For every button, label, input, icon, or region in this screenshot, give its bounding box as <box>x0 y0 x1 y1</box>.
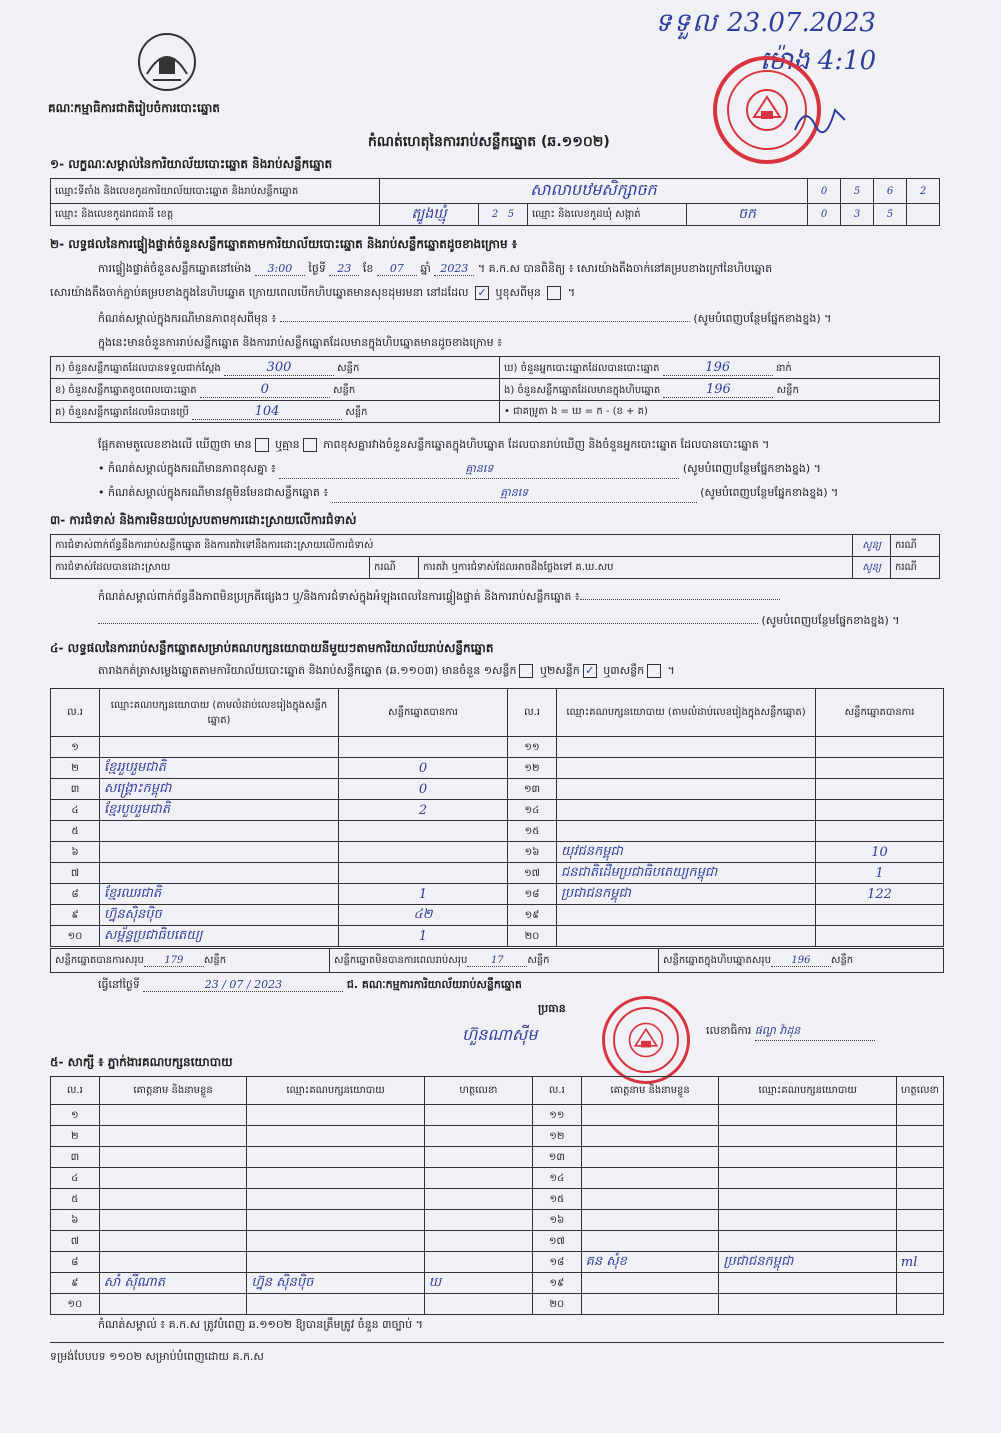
s1-row1-value: សាលាបឋមសិក្សាចក <box>380 179 808 204</box>
party-name <box>719 1273 896 1294</box>
party-name: ហ្វ៊ុនស៊ិនប៉ិច <box>100 905 339 926</box>
table-row <box>51 1105 944 1126</box>
row-no: ១៩ <box>532 1273 581 1294</box>
party-name <box>100 842 339 863</box>
col-name: គោត្តនាម និងនាមខ្លួន <box>99 1077 247 1105</box>
witness-name <box>581 1189 719 1210</box>
col-sign: ហត្ថលេខា <box>424 1077 532 1105</box>
s1-row2-value2: ចក <box>687 204 808 226</box>
witness-name <box>99 1294 247 1315</box>
signature <box>896 1210 943 1231</box>
row-no: ១២ <box>508 758 557 779</box>
party-name <box>719 1126 896 1147</box>
s3-r1-value: សូន្យ <box>853 535 891 557</box>
s1-digit: 5 <box>874 204 907 226</box>
s2-para3: ក្នុងនេះមានចំនួនការរាប់សន្លឹកឆ្នោត និងការរាប់សន្លឹកឆ្នោតដែលមានក្នុងហិបឆ្នោតមានដូចខាងក្រោម ៖ <box>98 336 502 349</box>
row-no: ៤ <box>51 1168 100 1189</box>
row-no: ១ <box>51 737 100 758</box>
s3-r2b-label: ការតវ៉ា ឬការជំទាស់ដែលអាចដឹងថ្លែងទៅ គ.ឃ.សប <box>419 557 853 579</box>
vote-count <box>816 758 944 779</box>
count-ko: គ) ចំនួនសន្លឹកឆ្នោតដែលមិនបានប្រើ 104 សន្លឹក <box>51 401 500 423</box>
row-no: ១៧ <box>508 863 557 884</box>
section2-heading: ២- លទ្ធផលនៃការផ្ទៀងផ្ទាត់ចំនួនសន្លឹកឆ្នោតតាមការិយាល័យបោះឆ្នោត និងរាប់សន្លឹកឆ្នោតដូចខាងក្រោម ៖ <box>50 237 518 251</box>
vote-count <box>339 863 508 884</box>
row-no: ៥ <box>51 1189 100 1210</box>
row-no: ៤ <box>51 800 100 821</box>
org-name: គណៈកម្មាធិការជាតិរៀបចំការបោះឆ្នោត <box>48 101 220 115</box>
row-no: ៩ <box>51 1273 100 1294</box>
votes-table <box>50 688 944 947</box>
total-ballots: សន្លឹកឆ្នោតក្នុងហិបឆ្នោតសរុប 196 សន្លឹក <box>659 949 944 973</box>
chair-signature: ហ៊ួនណាស៊ីម <box>462 1025 538 1044</box>
signature-mark-top <box>790 100 850 140</box>
signature <box>896 1189 943 1210</box>
party-name <box>247 1168 424 1189</box>
row-no: ៣ <box>51 779 100 800</box>
receipt-time-wrap: ម៉ោង 4:10 <box>760 46 877 76</box>
party-name <box>557 758 816 779</box>
vote-count <box>339 821 508 842</box>
witness-name <box>581 1294 719 1315</box>
row-no: ១២ <box>532 1126 581 1147</box>
party-name <box>557 821 816 842</box>
party-name <box>100 821 339 842</box>
table-row <box>51 1168 944 1189</box>
col-sign: ហត្ថលេខា <box>896 1077 943 1105</box>
form-footer: ទម្រង់បែបបទ ១១០២ សម្រាប់បំពេញដោយ គ.ក.ស <box>50 1350 264 1363</box>
row-no: ៧ <box>51 863 100 884</box>
seal-emblem-icon <box>627 1021 665 1059</box>
vote-count: 0 <box>339 779 508 800</box>
s3-case: ករណី <box>891 557 940 579</box>
table-row <box>51 737 944 758</box>
has-diff-checkbox[interactable] <box>255 438 269 452</box>
witness-name <box>99 1210 247 1231</box>
witness-name <box>99 1252 247 1273</box>
section5-heading: ៥- សាក្សី ៖ ភ្នាក់ងារគណបក្សនយោបាយ <box>50 1055 233 1069</box>
s2-note: កំណត់សម្គាល់ក្នុងករណីមានភាពខុសពីមុន ៖ (សូមបំពេញបន្ថែមផ្នែកខាងខ្នង) ។ <box>98 312 832 325</box>
count-formula: • ជាគម្រូតា ង = ឃ = ក - (ខ + គ) <box>500 401 940 423</box>
signature <box>424 1210 532 1231</box>
row-no: ១១ <box>532 1105 581 1126</box>
row-no: ១៧ <box>532 1231 581 1252</box>
signature <box>424 1189 532 1210</box>
signature <box>424 1168 532 1189</box>
party-name <box>100 737 339 758</box>
signature <box>896 1294 943 1315</box>
signature <box>896 1147 943 1168</box>
s1-row2-label2: ឈ្មោះ និងលេខកូដឃុំ សង្កាត់ <box>528 204 687 226</box>
s1-row1-label: ឈ្មោះទីតាំង និងលេខកូដការិយាល័យបោះឆ្នោត និងរាប់សន្លឹកឆ្នោត <box>51 179 380 204</box>
col-no: ល.រ <box>51 689 100 737</box>
s3-case: ករណី <box>891 535 940 557</box>
row-no: ១០ <box>51 926 100 947</box>
one-sheet-checkbox[interactable] <box>519 664 533 678</box>
witness-name <box>99 1147 247 1168</box>
changed-checkbox[interactable] <box>547 286 561 300</box>
vote-count: 0 <box>339 758 508 779</box>
s2-bullet2: • កំណត់សម្គាល់ក្នុងករណីមានវត្ថុមិនមែនជាសន្លឹកឆ្នោត ៖ គ្មានទេ (សូមបំពេញបន្ថែមផ្នែកខាងខ្នង) ។ <box>98 486 946 503</box>
vote-count: 10 <box>816 842 944 863</box>
party-name <box>719 1168 896 1189</box>
row-no: ១០ <box>51 1294 100 1315</box>
signature <box>896 1126 943 1147</box>
row-no: ១៨ <box>508 884 557 905</box>
table-row <box>51 800 944 821</box>
chair-label: ប្រធាន <box>538 1002 566 1015</box>
party-name: ប្រជាជនកម្ពុជា <box>719 1252 896 1273</box>
s2-counts-table <box>50 356 940 423</box>
row-no: ៥ <box>51 821 100 842</box>
vote-count <box>816 821 944 842</box>
witness-name <box>581 1105 719 1126</box>
signature <box>424 1147 532 1168</box>
row-no: ៦ <box>51 842 100 863</box>
s2-month: 07 <box>377 262 417 276</box>
vote-count <box>339 737 508 758</box>
col-party: ឈ្មោះគណបក្សនយោបាយ (តាមលំដាប់លេខរៀងក្នុងសន្លឹកឆ្នោត) <box>557 689 816 737</box>
s2-para4: ផ្អែកតាមតួលេខខាងលើ ឃើញថា មាន ឬគ្មាន ភាពខុសគ្នារវាងចំនួនសន្លឹកឆ្នោតក្នុងហិបឆ្នោត ដែលបានរាប់ឃើញ និងចំនួនអ្នកបោះឆ្នោត ដែលបានបោះឆ្នោត ។ <box>98 438 770 451</box>
party-name: សម្ព័ន្ធប្រជាធិបតេយ្យ <box>100 926 339 947</box>
s1-row2-label: ឈ្មោះ និងលេខកូដរាជធានី ខេត្ត <box>51 204 380 226</box>
row-no: ១៣ <box>508 779 557 800</box>
vote-count: 1 <box>339 926 508 947</box>
vote-count: ៤២ <box>339 905 508 926</box>
witness-name <box>581 1126 719 1147</box>
witness-name <box>99 1231 247 1252</box>
row-no: ៩ <box>51 905 100 926</box>
party-name <box>557 800 816 821</box>
witness-name <box>99 1105 247 1126</box>
s2-para1: ការផ្ទៀងផ្ទាត់ចំនួនសន្លឹកឆ្នោតនៅម៉ោង 3:00 ថ្ងៃទី 23 ខែ 07 ឆ្នាំ 2023 ។ គ.ក.ស បានពិនិត្យ ៖ សោរយ៉ាងតឹងចាក់នៅគម្របខាងក្រៅនៃហិបឆ្នោត <box>98 262 773 275</box>
done-line: ធ្វើនៅថ្ងៃទី 23 / 07 / 2023 ជ. គណៈកម្មការការិយាល័យរាប់សន្លឹកឆ្នោត <box>98 978 522 991</box>
vote-count <box>816 905 944 926</box>
table-row <box>51 779 944 800</box>
row-no: ២ <box>51 1126 100 1147</box>
party-name: ប្រជាជនកម្ពុជា <box>557 884 816 905</box>
vote-count <box>816 800 944 821</box>
signature: ឃ <box>424 1273 532 1294</box>
col-votes: សន្លឹកឆ្នោតបានការ <box>339 689 508 737</box>
no-diff-checkbox[interactable] <box>303 438 317 452</box>
row-no: ១៦ <box>508 842 557 863</box>
signature <box>896 1105 943 1126</box>
col-party: ឈ្មោះគណបក្សនយោបាយ (តាមលំដាប់លេខរៀងក្នុងសន្លឹកឆ្នោត) <box>100 689 339 737</box>
witness-name: គន សុំខ <box>581 1252 719 1273</box>
table-row <box>51 758 944 779</box>
party-name <box>557 905 816 926</box>
receipt-date: 23.07.2023 <box>727 8 876 38</box>
witness-name <box>581 1168 719 1189</box>
vote-count <box>816 926 944 947</box>
vote-count <box>339 842 508 863</box>
s3-r2-value: សូន្យ <box>853 557 891 579</box>
s1-digit: 0 <box>808 204 841 226</box>
count-ka: ក) ចំនួនសន្លឹកឆ្នោតដែលបានទទួលជាក់ស្ដែង 300 សន្លឹក <box>51 357 500 379</box>
party-name <box>557 926 816 947</box>
party-name: ខ្មែរឈរជាតិ <box>100 884 339 905</box>
signature <box>896 1231 943 1252</box>
vote-count: 1 <box>339 884 508 905</box>
section3-heading: ៣- ការជំទាស់ និងការមិនយល់ស្របតាមការដោះស្រាយលើការជំទាស់ <box>50 513 357 527</box>
table-row <box>51 884 944 905</box>
table-row <box>51 1231 944 1252</box>
vote-count <box>816 737 944 758</box>
party-name <box>247 1294 424 1315</box>
s2-year: 2023 <box>434 262 474 276</box>
signature <box>896 1273 943 1294</box>
row-no: ១៩ <box>508 905 557 926</box>
receipt-time: 4:10 <box>817 46 877 76</box>
party-name <box>247 1231 424 1252</box>
table-row <box>51 1189 944 1210</box>
party-name <box>557 779 816 800</box>
col-name: គោត្តនាម និងនាមខ្លួន <box>581 1077 719 1105</box>
party-name <box>247 1210 424 1231</box>
signature <box>424 1126 532 1147</box>
col-votes: សន្លឹកឆ្នោតបានការ <box>816 689 944 737</box>
party-name <box>719 1231 896 1252</box>
vote-count: 2 <box>339 800 508 821</box>
table-row <box>51 1294 944 1315</box>
s3-r1-label: ការជំទាស់ពាក់ព័ន្ធនឹងការរាប់សន្លឹកឆ្នោត និងការតវ៉ាទៅនឹងការដោះស្រាយលើការជំទាស់ <box>51 535 853 557</box>
row-no: ១៨ <box>532 1252 581 1273</box>
row-no: ១៤ <box>508 800 557 821</box>
col-party: ឈ្មោះគណបក្សនយោបាយ <box>247 1077 424 1105</box>
party-name <box>247 1252 424 1273</box>
table-row <box>51 1273 944 1294</box>
s1-digit: 6 <box>874 179 907 204</box>
party-name: ជនជាតិដើមប្រជាធិបតេយ្យកម្ពុជា <box>557 863 816 884</box>
party-name: សង្គ្រោះកម្ពុជា <box>100 779 339 800</box>
table-row <box>51 842 944 863</box>
s1-digit: 3 <box>841 204 874 226</box>
table-row <box>51 1210 944 1231</box>
vote-count <box>816 779 944 800</box>
secretary-line: លេខាធិការ ផល្លា វ៉ាដុន <box>706 1024 875 1041</box>
table-row <box>51 926 944 947</box>
witness-name <box>99 1189 247 1210</box>
count-kho: ឃ) ចំនួនអ្នកបោះឆ្នោតដែលបានបោះឆ្នោត 196 នាក់ <box>500 357 940 379</box>
witness-name <box>581 1231 719 1252</box>
signature: ml <box>896 1252 943 1273</box>
table-row <box>51 1147 944 1168</box>
table-row <box>51 1252 944 1273</box>
witness-table <box>50 1076 944 1315</box>
footer-divider <box>50 1342 944 1343</box>
row-no: ១៥ <box>532 1189 581 1210</box>
party-name <box>719 1189 896 1210</box>
s3-note: កំណត់សម្គាល់ពាក់ព័ន្ធនឹងភាពមិនប្រក្រតីផ្សេងៗ ឬ/និងការជំទាស់ក្នុងអំឡុងពេលនៃការផ្ទៀងផ្ទាត់ និងការរាប់សន្លឹកឆ្នោត ៖ <box>98 590 946 606</box>
s3-r2-label: ការជំទាស់ដែលបានដោះស្រាយ <box>51 557 370 579</box>
count-ngo: ង) ចំនួនសន្លឹកឆ្នោតដែលមានក្នុងហិបឆ្នោត 196 សន្លឹក <box>500 379 940 401</box>
table-row <box>51 905 944 926</box>
witness-name <box>581 1273 719 1294</box>
party-name <box>247 1147 424 1168</box>
col-party: ឈ្មោះគណបក្សនយោបាយ <box>719 1077 896 1105</box>
s1-digit: 2 <box>491 209 499 220</box>
row-no: ៦ <box>51 1210 100 1231</box>
row-no: ២០ <box>532 1294 581 1315</box>
col-no: ល.រ <box>51 1077 100 1105</box>
s1-digit: 0 <box>808 179 841 204</box>
party-name <box>247 1126 424 1147</box>
s2-bullet1: • កំណត់សម្គាល់ក្នុងករណីមានភាពខុសគ្នា ៖ គ្មានទេ (សូមបំពេញបន្ថែមផ្នែកខាងខ្នង) ។ <box>98 462 946 479</box>
row-no: ២០ <box>508 926 557 947</box>
table-row <box>51 1126 944 1147</box>
two-sheet-checkbox[interactable]: ✓ <box>583 664 597 678</box>
s3-note-line2: (សូមបំពេញបន្ថែមផ្នែកខាងខ្នង) ។ <box>98 614 946 630</box>
row-no: ១៦ <box>532 1210 581 1231</box>
row-no: ១៥ <box>508 821 557 842</box>
row-no: ១១ <box>508 737 557 758</box>
table-row <box>51 863 944 884</box>
row-no: ៣ <box>51 1147 100 1168</box>
s1-digit: 5 <box>507 209 515 220</box>
signature <box>424 1105 532 1126</box>
section3-table <box>50 534 940 579</box>
row-no: ១៣ <box>532 1147 581 1168</box>
witness-name <box>99 1168 247 1189</box>
party-name: ខ្មែរបួបរួមជាតិ <box>100 800 339 821</box>
s3-case: ករណី <box>370 557 419 579</box>
s1-digit: 2 <box>907 179 940 204</box>
signature <box>896 1168 943 1189</box>
nec-logo-icon <box>135 30 199 94</box>
votes-totals <box>50 948 944 973</box>
party-name <box>247 1189 424 1210</box>
signature <box>424 1231 532 1252</box>
form-title: កំណត់ហេតុនៃការរាប់សន្លឹកឆ្នោត (ឆ.១១០២) <box>368 134 610 150</box>
row-no: ២ <box>51 758 100 779</box>
official-seal-bottom <box>602 996 690 1084</box>
s4-sub: តារាងកត់ត្រាសម្លេងឆ្នោតតាមការិយាល័យបោះឆ្នោត និងរាប់សន្លឹកឆ្នោត (ឆ.១១០៣) មានចំនួន ១សន្លឹក ឬ២សន្លឹក ✓ ឬ៣សន្លឹក ។ <box>98 664 675 677</box>
row-no: ១៤ <box>532 1168 581 1189</box>
total-valid: សន្លឹកឆ្នោតបានការសរុប 179 សន្លឹក <box>51 949 330 973</box>
party-name <box>719 1147 896 1168</box>
table-row <box>51 821 944 842</box>
signature <box>424 1294 532 1315</box>
party-name: ខ្មែររួបរួមជាតិ <box>100 758 339 779</box>
party-name <box>100 863 339 884</box>
s2-para2: សោរយ៉ាងតឹងចាក់ភ្ជាប់គម្របខាងក្នុងនៃហិបឆ្នោត ក្រោយពេលបើកហិបឆ្នោតមានសុខដុមរមនា នៅដដែល ✓ ឬខុសពីមុន ។ <box>50 286 576 299</box>
witness-name <box>99 1126 247 1147</box>
party-name: ហ្វ៊ុន ស៊ិនប៉ិច <box>247 1273 424 1294</box>
section1-table <box>50 178 940 226</box>
party-name <box>247 1105 424 1126</box>
witness-body <box>51 1105 944 1315</box>
witness-name: សាំ ស៊ីណាត <box>99 1273 247 1294</box>
s2-time: 3:00 <box>255 262 305 276</box>
party-name: យុវជនកម្ពុជា <box>557 842 816 863</box>
col-no: ល.រ <box>508 689 557 737</box>
row-no: ១ <box>51 1105 100 1126</box>
witness-name <box>581 1210 719 1231</box>
party-name <box>557 737 816 758</box>
party-name <box>719 1294 896 1315</box>
party-name <box>719 1210 896 1231</box>
row-no: ៨ <box>51 884 100 905</box>
signature <box>424 1252 532 1273</box>
count-kha: ខ) ចំនួនសន្លឹកឆ្នោតខូចពេលបោះឆ្នោត 0 សន្លឹក <box>51 379 500 401</box>
seal-emblem-icon <box>744 87 790 133</box>
unchanged-checkbox[interactable]: ✓ <box>475 286 489 300</box>
party-name <box>719 1105 896 1126</box>
row-no: ៧ <box>51 1231 100 1252</box>
votes-body <box>51 737 944 947</box>
col-no: ល.រ <box>532 1077 581 1105</box>
vote-count: 1 <box>816 863 944 884</box>
receipt-annotation: ទទួល 23.07.2023 <box>655 8 876 38</box>
witness-name <box>581 1147 719 1168</box>
three-sheet-checkbox[interactable] <box>647 664 661 678</box>
s2-day: 23 <box>329 262 359 276</box>
section4-heading: ៤- លទ្ធផលនៃការរាប់សន្លឹកឆ្នោតសម្រាប់គណបក្សនយោបាយនីមួយៗតាមការិយាល័យរាប់សន្លឹកឆ្នោត <box>50 641 494 655</box>
s1-digit: 5 <box>841 179 874 204</box>
s1-row2-value: ត្បូងឃ្មុំ <box>380 204 479 226</box>
total-invalid: សន្លឹកឆ្នោតមិនបានការពេលរាប់សរុប 17 សន្លឹក <box>330 949 659 973</box>
vote-count: 122 <box>816 884 944 905</box>
footnote: កំណត់សម្គាល់ ៖ គ.ក.ស ត្រូវបំពេញ ឆ.១១០២ ឱ្យបានត្រឹមត្រូវ ចំនួន ៣ច្បាប់ ។ <box>98 1318 423 1331</box>
row-no: ៨ <box>51 1252 100 1273</box>
section1-heading: ១- លក្ខណៈសម្គាល់នៃការិយាល័យបោះឆ្នោត និងរាប់សន្លឹកឆ្នោត <box>50 157 333 171</box>
